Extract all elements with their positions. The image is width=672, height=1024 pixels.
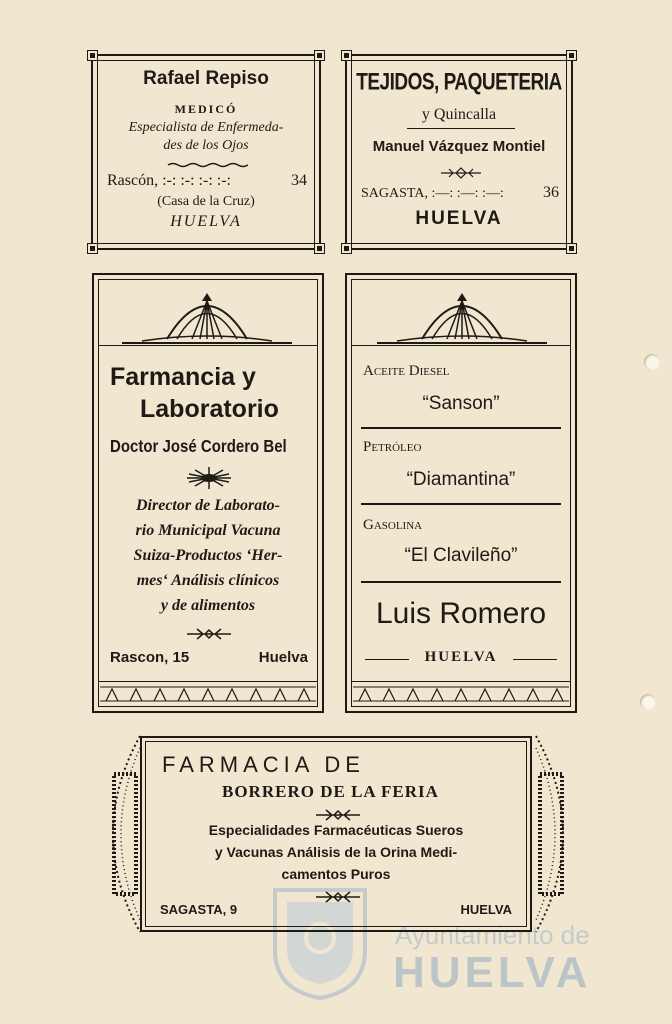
ad-house: (Casa de la Cruz): [157, 194, 255, 209]
border-pattern-icon: [100, 685, 316, 703]
ornament-divider-icon: [187, 629, 231, 639]
ad-address-row: [160, 902, 512, 917]
ad-tejidos-paqueteria: [345, 54, 573, 250]
ad-product-2: “Diamantina”: [406, 469, 516, 490]
ad-farmacia-cordero: [92, 273, 324, 713]
binder-hole-top: [644, 354, 660, 370]
ad-title-2: Laboratorio: [140, 395, 279, 423]
ad-name: Luis Romero: [375, 597, 547, 630]
ornament-divider-icon: [441, 168, 481, 178]
ad-desc-5: y de alimentos: [160, 597, 256, 614]
ad-title-1: FARMACIA DE: [162, 752, 365, 777]
ad-address: Rascón, :-: :-: :-: :-:: [107, 172, 231, 189]
ad-label-3: Gasolina: [363, 517, 423, 533]
ad-specialty-2: des de los Ojos: [163, 138, 249, 153]
ad-number: 36: [543, 184, 559, 201]
ad-city: HUELVA: [170, 213, 242, 230]
ad-city: Huelva: [258, 649, 308, 666]
ad-title-2: BORRERO DE LA FERIA: [222, 782, 439, 801]
ad-address-row: [361, 184, 559, 202]
ad-label-1: Aceite Diesel: [363, 363, 450, 379]
ad-product-3: “El Clavileño”: [404, 545, 518, 566]
ad-doctor: Doctor José Cordero Bel: [110, 437, 287, 457]
ad-city: HUELVA: [424, 649, 498, 665]
ad-title: TEJIDOS, PAQUETERIA: [356, 69, 562, 96]
ad-desc-3: Suiza-Productos ‘Her-: [133, 547, 283, 564]
ad-rafael-repiso: [91, 54, 321, 250]
ad-address-row: [107, 172, 307, 190]
ad-title: MEDICÓ: [174, 102, 238, 116]
ornament-divider-icon: [316, 892, 360, 902]
fan-ornament-icon: [377, 283, 547, 345]
ad-luis-romero: [345, 273, 577, 713]
border-pattern-icon: [353, 685, 569, 703]
ad-city: HUELVA: [415, 208, 503, 229]
ad-product-1: “Sanson”: [422, 393, 500, 414]
ad-label-2: Petróleo: [363, 439, 422, 455]
fan-ornament-icon: [122, 283, 292, 345]
ad-address: SAGASTA, 9: [160, 902, 238, 917]
ad-subtitle: y Quincalla: [421, 106, 497, 123]
ad-desc-1: Director de Laborato-: [136, 497, 280, 514]
ad-desc-4: mes‘ Análisis clínicos: [136, 572, 280, 589]
watermark-line-2: HUELVA: [393, 948, 592, 997]
star-ornament-icon: [187, 467, 231, 489]
ad-number: 34: [291, 172, 307, 189]
watermark-line-1: Ayuntamiento de: [395, 920, 590, 950]
ad-desc-1: Especialidades Farmacéuticas Sueros: [208, 822, 464, 838]
ad-city: HUELVA: [460, 902, 512, 917]
binder-hole-bottom: [640, 694, 656, 710]
ad-name: Rafael Repiso: [143, 68, 269, 89]
ad-desc-3: camentos Puros: [281, 866, 391, 882]
ad-address-row: [110, 649, 308, 666]
ornament-divider-icon: [168, 162, 248, 168]
ornament-divider-icon: [316, 810, 360, 820]
ad-specialty-1: Especialista de Enfermeda-: [128, 120, 284, 135]
ad-address: Rascon, 15: [110, 649, 190, 666]
ad-owner: Manuel Vázquez Montiel: [372, 138, 546, 155]
ad-farmacia-borrero: [96, 734, 580, 934]
ad-desc-2: y Vacunas Análisis de la Orina Medi-: [214, 844, 458, 860]
ad-desc-2: rio Municipal Vacuna: [135, 522, 281, 539]
ad-address: SAGASTA, :—: :—: :—:: [361, 186, 504, 201]
ad-title-1: Farmancia y: [110, 363, 256, 391]
